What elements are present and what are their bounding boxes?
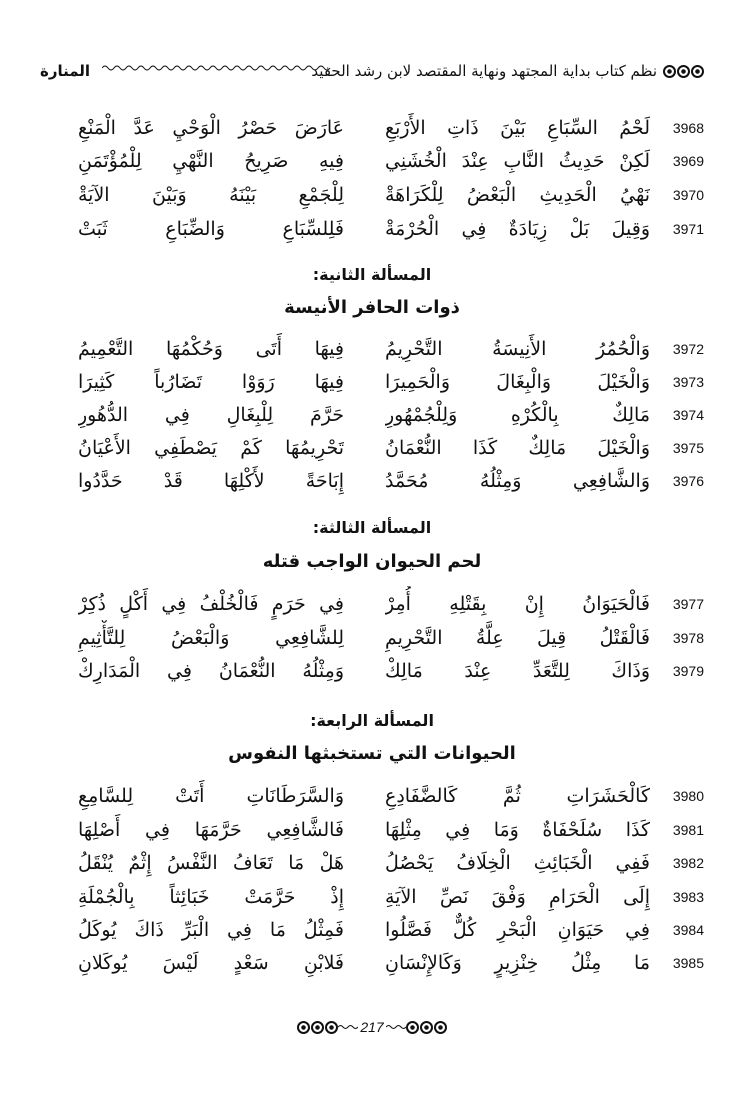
- verse: [0, 620, 744, 656]
- verse-first-hemistich: فَفِي الْخَبَائِثِ الْخِلَافُ يَحْصُلُ: [385, 852, 650, 874]
- rosette-icon: [420, 1021, 433, 1034]
- verse: [0, 778, 744, 814]
- rosette-icon: [691, 65, 704, 78]
- rosette-icon: [325, 1021, 338, 1034]
- verse-first-hemistich: فِي حَيَوَانِ الْبَحْرِ كُلٌّ فَصَّلُوا: [385, 919, 650, 941]
- verse-number: 3973: [672, 374, 704, 390]
- verse-number: 3972: [672, 341, 704, 357]
- running-title: نظم كتاب بداية المجتهد ونهاية المقتصد لابن رشد الحفيد: [311, 62, 657, 80]
- header-brand-block: [40, 54, 90, 88]
- rosette-icon: [663, 65, 676, 78]
- verse: [0, 586, 744, 622]
- verse-number: 3977: [672, 596, 704, 612]
- verse-second-hemistich: فِيهِ صَرِيحُ النَّهْيِ لِلْمُؤْتَمَنِ: [78, 150, 344, 172]
- verse-number: 3981: [672, 822, 704, 838]
- verse: [0, 463, 744, 499]
- verse-number: 3983: [672, 889, 704, 905]
- footer-ornaments-right: [406, 1021, 447, 1034]
- section-title: الحيوانات التي تستخبثها النفوس: [228, 743, 516, 764]
- verse-second-hemistich: حَرَّمَ لِلْبِغَالِ فِي الدُّهُورِ: [78, 404, 344, 426]
- header-ornaments: [663, 65, 704, 78]
- verse-first-hemistich: لَكِنْ حَدِيثُ النَّابِ عِنْدَ الْخُشَنِي: [385, 150, 650, 172]
- verse-second-hemistich: وَمِثْلُهُ النُّعْمَانُ فِي الْمَدَارِكْ: [78, 660, 344, 682]
- verse-second-hemistich: فَلابْنِ سَعْدٍ لَيْسَ يُوكَلانِ: [78, 952, 344, 974]
- verse-first-hemistich: نَهْيُ الْحَدِيثِ الْبَعْضُ لِلْكَرَاهَةْ: [385, 184, 650, 206]
- verse-first-hemistich: كَالْحَشَرَاتِ ثُمَّ كَالضَّفَادِعِ: [385, 785, 650, 807]
- verse-second-hemistich: وَالسَّرَطَانَاتِ أَتَتْ لِلسَّامِعِ: [78, 785, 344, 807]
- verse-second-hemistich: فَالشَّافِعِي حَرَّمَهَا فِي أَصْلِهَا: [78, 819, 344, 841]
- verse-second-hemistich: لِلشَّافِعِي وَالْبَعْضُ لِلتَّأْثِيمِ: [78, 627, 344, 649]
- verse: [0, 945, 744, 981]
- verse: [0, 364, 744, 400]
- verse-number: 3976: [672, 473, 704, 489]
- verse-number: 3979: [672, 663, 704, 679]
- verse: [0, 331, 744, 367]
- verse-second-hemistich: عَارَضَ حَصْرُ الْوَحْيِ عَدَّ الْمَنْعِ: [78, 117, 344, 139]
- verse-first-hemistich: مَالِكٌ بِالْكُرْهِ وَلِلْجُمْهُورِ: [385, 404, 650, 426]
- verse: [0, 397, 744, 433]
- verse-first-hemistich: فَالْحَيَوَانُ إِنْ بِقَتْلِهِ أُمِرْ: [385, 593, 650, 615]
- section-title: ذوات الحافر الأنيسة: [284, 297, 460, 318]
- verse-first-hemistich: لَحْمُ السِّبَاعِ بَيْنَ ذَاتِ الأَرْبَعِ: [385, 117, 650, 139]
- series-name: المنارة: [40, 62, 91, 80]
- verse-number: 3974: [672, 407, 704, 423]
- section-title: لحم الحيوان الواجب قتله: [262, 551, 482, 572]
- verse-number: 3970: [672, 187, 704, 203]
- wavy-rule-icon: [338, 1023, 358, 1031]
- verse-number: 3975: [672, 440, 704, 456]
- verse-number: 3980: [672, 788, 704, 804]
- rosette-icon: [677, 65, 690, 78]
- wavy-rule-icon: [386, 1023, 406, 1031]
- verse-second-hemistich: فِيهَا رَوَوْا تَضَارُباً كَثِيرَا: [78, 371, 344, 393]
- verse: [0, 812, 744, 848]
- verse-number: 3969: [672, 153, 704, 169]
- page-footer: [0, 1015, 744, 1039]
- verse-second-hemistich: فَلِلسِّبَاعِ وَالضِّبَاعِ ثَبَتْ: [78, 218, 344, 240]
- rosette-icon: [406, 1021, 419, 1034]
- verse: [0, 177, 744, 213]
- verse-first-hemistich: فَالْقَتْلُ قِيلَ عِلَّةُ التَّحْرِيمِ: [385, 627, 650, 649]
- page-header: [40, 54, 704, 88]
- verse-second-hemistich: إِبَاحَةً لأَكْلِهَا قَدْ حَدَّدُوا: [78, 470, 344, 492]
- verse-first-hemistich: وَالْحُمُرُ الأَنِيسَةُ التَّحْرِيمُ: [385, 338, 650, 360]
- verse-second-hemistich: فَمِثْلُ مَا فِي الْبَرِّ ذَاكَ يُوكَلُ: [78, 919, 344, 941]
- verse: [0, 110, 744, 146]
- verse-second-hemistich: لِلْجَمْعِ بَيْنَهُ وَبَيْنَ الآيَةْ: [78, 184, 344, 206]
- rosette-icon: [311, 1021, 324, 1034]
- page-number: 217: [360, 1019, 384, 1035]
- verse: [0, 430, 744, 466]
- rosette-icon: [297, 1021, 310, 1034]
- verse: [0, 211, 744, 247]
- verse: [0, 845, 744, 881]
- verse-first-hemistich: وَالشَّافِعِي وَمِثْلُهُ مُحَمَّدُ: [385, 470, 650, 492]
- header-title-block: [311, 54, 704, 88]
- verse-number: 3978: [672, 630, 704, 646]
- issue-heading: المسألة الثالثة:: [312, 518, 432, 537]
- verse-first-hemistich: وَالْخَيْلَ مَالِكٌ كَذَا النُّعْمَانُ: [385, 437, 650, 459]
- verse-second-hemistich: هَلْ مَا تَعَافُ النَّفْسُ إِثْمٌ يُنْقَلُ: [78, 852, 344, 874]
- wavy-rule-icon: [102, 63, 334, 73]
- verse-second-hemistich: تَحْرِيمُهَا كَمْ يَصْطَفِي الأَعْيَانُ: [78, 437, 344, 459]
- verse-number: 3968: [672, 120, 704, 136]
- verse: [0, 653, 744, 689]
- verse-first-hemistich: إِلَى الْحَرَامِ وَفْقَ نَصِّ الآيَةِ: [385, 886, 650, 908]
- verse: [0, 912, 744, 948]
- rosette-icon: [434, 1021, 447, 1034]
- verse-number: 3984: [672, 922, 704, 938]
- issue-heading: المسألة الثانية:: [312, 265, 432, 284]
- verse-first-hemistich: وَالْخَيْلَ وَالْبِغَالَ وَالْحَمِيرَا: [385, 371, 650, 393]
- verse-first-hemistich: كَذَا سُلَحْفَاةٌ وَمَا فِي مِثْلِهَا: [385, 819, 650, 841]
- verse-number: 3971: [672, 221, 704, 237]
- verse-second-hemistich: فِي حَرَمٍ فَالْخُلْفُ فِي أَكْلٍ ذُكِرْ: [78, 593, 344, 615]
- verse: [0, 879, 744, 915]
- verse: [0, 143, 744, 179]
- verse-number: 3982: [672, 855, 704, 871]
- verse-second-hemistich: إِذْ حَرَّمَتْ خَبَائِثاً بِالْجُمْلَةِ: [78, 886, 344, 908]
- verse-first-hemistich: وَقِيلَ بَلْ زِيَادَةٌ فِي الْحُرْمَةْ: [385, 218, 650, 240]
- verse-first-hemistich: وَذَاكَ لِلتَّعَدِّ عِنْدَ مَالِكْ: [385, 660, 650, 682]
- footer-ornaments-left: [297, 1021, 338, 1034]
- verse-first-hemistich: مَا مِثْلُ خِنْزِيرٍ وَكَالإِنْسَانِ: [385, 952, 650, 974]
- verse-number: 3985: [672, 955, 704, 971]
- issue-heading: المسألة الرابعة:: [310, 711, 434, 730]
- verse-second-hemistich: فِيهَا أَتَى وَحُكْمُهَا التَّعْمِيمُ: [78, 338, 344, 360]
